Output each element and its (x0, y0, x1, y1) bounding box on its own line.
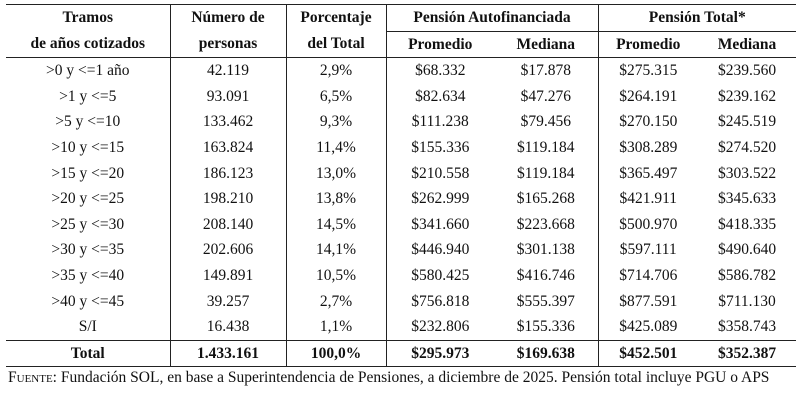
row-auto-promedio: $82.634 (415, 87, 466, 105)
row-tot-mediana: $711.130 (718, 292, 776, 310)
row-porcentaje: 2,7% (286, 289, 386, 315)
row-tot-mediana: $303.522 (717, 164, 777, 182)
table-row (6, 212, 796, 238)
row-auto-promedio: $446.940 (411, 241, 470, 259)
header-porcentaje: Porcentaje (286, 5, 386, 32)
row-tot-mediana: $274.520 (717, 138, 777, 156)
row-porcentaje: 1,1% (286, 314, 386, 340)
total-tot-promedio: $452.501 (598, 340, 698, 367)
row-porcentaje: 13,0% (286, 161, 386, 187)
table-row (6, 289, 796, 315)
row-tot-mediana: $586.782 (717, 266, 777, 284)
row-tramo: >25 y <=30 (6, 212, 170, 238)
row-porcentaje: 14,1% (286, 237, 386, 263)
row-personas: 42.119 (170, 58, 286, 84)
row-tot-mediana: $418.335 (717, 215, 777, 233)
row-auto-promedio: $580.425 (411, 266, 470, 284)
row-tramo: >0 y <=1 año (6, 58, 170, 84)
row-auto-promedio: $111.238 (411, 113, 469, 131)
row-auto-promedio: $341.660 (411, 215, 470, 233)
row-auto-mediana: $155.336 (494, 314, 598, 340)
row-tramo: >40 y <=45 (6, 289, 170, 315)
row-tot-promedio: $264.191 (619, 87, 678, 105)
row-tot-promedio: $714.706 (619, 266, 678, 284)
row-tot-promedio: $597.111 (619, 241, 677, 259)
row-porcentaje: 11,4% (286, 135, 386, 161)
row-tot-mediana: $345.633 (717, 190, 777, 208)
table-row (6, 161, 796, 187)
header-porcentaje-2: del Total (286, 31, 386, 58)
table-row (6, 58, 796, 84)
row-tot-mediana: $358.743 (717, 318, 777, 336)
row-auto-mediana: $119.184 (494, 135, 598, 161)
row-personas: 208.140 (170, 212, 286, 238)
header-auto-promedio: Promedio (408, 35, 473, 53)
row-auto-promedio: $68.332 (386, 58, 494, 84)
row-porcentaje: 13,8% (286, 186, 386, 212)
row-tot-promedio: $270.150 (619, 113, 678, 131)
row-auto-mediana: $301.138 (494, 237, 598, 263)
row-auto-promedio: $262.999 (411, 190, 470, 208)
row-porcentaje: 2,9% (286, 58, 386, 84)
row-personas: 93.091 (170, 84, 286, 110)
total-label: Total (6, 340, 170, 367)
total-personas: 1.433.161 (170, 340, 286, 367)
row-tot-mediana: $239.560 (698, 58, 796, 84)
row-personas: 39.257 (170, 289, 286, 315)
total-auto-mediana: $169.638 (494, 340, 598, 367)
row-personas: 198.210 (170, 186, 286, 212)
source-label: Fuente: (8, 369, 57, 386)
table-row (6, 263, 796, 289)
row-tramo: >1 y <=5 (6, 84, 170, 110)
table-row (6, 314, 796, 340)
header-tramos-2: de años cotizados (6, 31, 170, 58)
row-personas: 202.606 (170, 237, 286, 263)
row-tramo: >30 y <=35 (6, 237, 170, 263)
table-row (6, 237, 796, 263)
row-auto-mediana: $223.668 (494, 212, 598, 238)
row-tot-promedio: $308.289 (619, 138, 678, 156)
total-auto-promedio: $295.973 (386, 340, 494, 367)
row-porcentaje: 6,5% (286, 84, 386, 110)
row-personas: 16.438 (170, 314, 286, 340)
header-group-total: Pensión Total* (598, 5, 796, 32)
row-auto-promedio: $155.336 (411, 138, 470, 156)
header-row-2 (6, 31, 796, 58)
row-personas: 149.891 (170, 263, 286, 289)
row-auto-mediana: $119.184 (494, 161, 598, 187)
row-tot-promedio: $421.911 (619, 190, 678, 208)
row-auto-mediana: $79.456 (494, 109, 598, 135)
table-row (6, 109, 796, 135)
header-group-autofinanciada: Pensión Autofinanciada (386, 5, 598, 32)
total-row (6, 340, 796, 367)
row-tramo: >10 y <=15 (6, 135, 170, 161)
total-porcentaje: 100,0% (286, 340, 386, 367)
pension-table-container (6, 4, 796, 367)
row-tot-promedio: $877.591 (619, 292, 678, 310)
row-auto-mediana: $17.878 (494, 58, 598, 84)
pension-table (6, 4, 796, 367)
source-text: Fundación SOL, en base a Superintendencia de Pensiones, a diciembre de 2025. Pensión total incluye PGU o APS (56, 369, 770, 386)
row-tot-mediana: $239.162 (717, 87, 777, 105)
row-porcentaje: 10,5% (286, 263, 386, 289)
table-row (6, 186, 796, 212)
row-tramo: >15 y <=20 (6, 161, 170, 187)
row-tramo: >5 y <=10 (6, 109, 170, 135)
row-auto-mediana: $555.397 (494, 289, 598, 315)
header-tramos: Tramos (6, 5, 170, 32)
header-total-mediana: Mediana (717, 35, 777, 53)
row-tramo: >35 y <=40 (6, 263, 170, 289)
row-personas: 163.824 (170, 135, 286, 161)
row-personas: 133.462 (170, 109, 286, 135)
row-auto-mediana: $416.746 (494, 263, 598, 289)
row-tot-promedio: $425.089 (619, 318, 678, 336)
row-tot-promedio: $275.315 (598, 58, 698, 84)
row-personas: 186.123 (170, 161, 286, 187)
row-tramo: >20 y <=25 (6, 186, 170, 212)
row-tramo: S/I (6, 314, 170, 340)
row-auto-promedio: $756.818 (411, 292, 470, 310)
row-auto-mediana: $165.268 (494, 186, 598, 212)
source-note (8, 364, 798, 391)
row-tot-mediana: $490.640 (717, 241, 777, 259)
row-auto-mediana: $47.276 (494, 84, 598, 110)
row-tot-promedio: $365.497 (619, 164, 678, 182)
row-porcentaje: 9,3% (286, 109, 386, 135)
header-auto-mediana: Mediana (494, 31, 598, 58)
row-porcentaje: 14,5% (286, 212, 386, 238)
header-numero-2: personas (170, 31, 286, 58)
row-tot-mediana: $245.519 (717, 113, 777, 131)
header-numero: Número de (170, 5, 286, 32)
row-auto-promedio: $210.558 (411, 164, 470, 182)
row-auto-promedio: $232.806 (411, 318, 470, 336)
table-row (6, 135, 796, 161)
row-tot-promedio: $500.970 (619, 215, 678, 233)
total-tot-mediana: $352.387 (698, 340, 796, 367)
header-total-promedio: Promedio (616, 35, 681, 53)
table-body (6, 58, 796, 341)
table-row (6, 84, 796, 110)
header-row-1 (6, 5, 796, 32)
